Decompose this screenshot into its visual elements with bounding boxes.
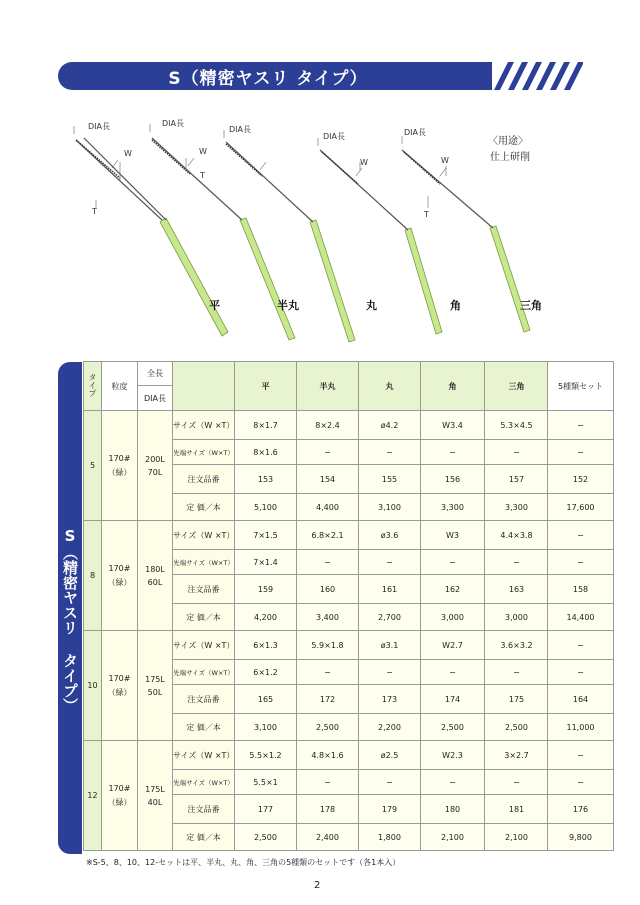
value-cell: − (421, 550, 485, 575)
value-cell: 7×1.4 (235, 550, 297, 575)
value-cell: W3 (421, 521, 485, 550)
value-cell: 179 (359, 795, 421, 824)
value-cell: 174 (421, 685, 485, 714)
length-cell (138, 521, 173, 631)
value-cell: ø2.5 (359, 741, 421, 770)
t-label: T (424, 210, 429, 219)
value-cell: 1,800 (359, 824, 421, 851)
value-cell: 159 (235, 575, 297, 604)
value-cell: 2,400 (297, 824, 359, 851)
value-cell: 2,100 (485, 824, 549, 851)
shape-name-flat: 平 (209, 299, 220, 312)
grit-color: （緑） (107, 687, 132, 697)
total-length: 200L (145, 454, 165, 464)
value-cell: 4,400 (297, 494, 359, 521)
usage-text: 仕上研削 (490, 152, 530, 163)
t-label: T (200, 171, 205, 180)
header-shape: 半丸 (297, 362, 359, 411)
set-value-cell: − (548, 550, 614, 575)
set-value-cell: 164 (548, 685, 614, 714)
set-row (548, 465, 614, 494)
value-cell: W2.3 (421, 741, 485, 770)
value-cell: 3,000 (485, 604, 549, 631)
set-row (548, 631, 614, 660)
set-value-cell: 176 (548, 795, 614, 824)
value-cell: − (359, 660, 421, 685)
header-shape: 丸 (359, 362, 421, 411)
value-cell: 5.3×4.5 (485, 411, 549, 440)
value-cell: 8×2.4 (297, 411, 359, 440)
table-row (84, 411, 549, 440)
grit-color: （緑） (107, 577, 132, 587)
dia-label: DIA長 (162, 119, 184, 128)
value-cell: 2,500 (421, 714, 485, 741)
w-label: W (441, 156, 449, 165)
footnote: ※S-5、8、10、12-セットは平、半丸、丸、角、三角の5種類のセットです（各1本入） (86, 858, 401, 867)
set-row (548, 550, 614, 575)
length-cell (138, 631, 173, 741)
value-cell: 3,300 (421, 494, 485, 521)
value-cell: 160 (297, 575, 359, 604)
value-cell: 154 (297, 465, 359, 494)
dimension-lines (74, 124, 446, 208)
value-cell: − (421, 440, 485, 465)
set-value-cell: − (548, 440, 614, 465)
side-tab (58, 362, 82, 854)
row-label: 注文品番 (173, 685, 235, 714)
row-label: 注文品番 (173, 575, 235, 604)
value-cell: − (359, 770, 421, 795)
set-value-cell: 9,800 (548, 824, 614, 851)
value-cell: 4.8×1.6 (297, 741, 359, 770)
set-row (548, 741, 614, 770)
value-cell: ø3.6 (359, 521, 421, 550)
grit-cell (102, 521, 138, 631)
value-cell: 7×1.5 (235, 521, 297, 550)
handles (160, 218, 530, 342)
value-cell: 155 (359, 465, 421, 494)
value-cell: 2,500 (235, 824, 297, 851)
value-cell: W3.4 (421, 411, 485, 440)
value-cell: − (485, 770, 549, 795)
value-cell: W2.7 (421, 631, 485, 660)
dia-label: DIA長 (404, 128, 426, 137)
header-type: タイプ (84, 362, 102, 411)
value-cell: 8×1.7 (235, 411, 297, 440)
value-cell: 6×1.3 (235, 631, 297, 660)
grit-value: 170# (108, 563, 131, 573)
set-table (547, 361, 614, 851)
value-cell: − (297, 440, 359, 465)
row-label: 定 価／本 (173, 714, 235, 741)
value-cell: 3,000 (421, 604, 485, 631)
value-cell: 3,300 (485, 494, 549, 521)
value-cell: − (421, 660, 485, 685)
header-dia-length: DIA長 (138, 386, 173, 411)
shape-name-triangle: 三角 (520, 299, 542, 312)
set-value-cell: 17,600 (548, 494, 614, 521)
value-cell: 165 (235, 685, 297, 714)
value-cell: ø3.1 (359, 631, 421, 660)
value-cell: 181 (485, 795, 549, 824)
header-blank (173, 362, 235, 411)
header-shape: 角 (421, 362, 485, 411)
set-row (548, 604, 614, 631)
set-row (548, 440, 614, 465)
value-cell: 2,200 (359, 714, 421, 741)
value-cell: ø4.2 (359, 411, 421, 440)
value-cell: 6.8×2.1 (297, 521, 359, 550)
set-value-cell: − (548, 770, 614, 795)
row-label: 先端サイズ（W×T） (173, 440, 235, 465)
set-value-cell: 158 (548, 575, 614, 604)
value-cell: − (421, 770, 485, 795)
set-row (548, 770, 614, 795)
header-set: 5種類セット (548, 362, 614, 411)
row-label: サイズ（W ×T） (173, 521, 235, 550)
row-label: サイズ（W ×T） (173, 631, 235, 660)
set-row (548, 714, 614, 741)
type-cell: 12 (84, 741, 102, 851)
set-value-cell: − (548, 521, 614, 550)
type-cell: 5 (84, 411, 102, 521)
header-grit: 粒度 (102, 362, 138, 411)
grit-color: （緑） (107, 467, 132, 477)
value-cell: 4,200 (235, 604, 297, 631)
set-value-cell: 152 (548, 465, 614, 494)
dia-length: 40L (147, 797, 163, 807)
grit-cell (102, 411, 138, 521)
dia-length: 50L (147, 687, 163, 697)
length-cell (138, 411, 173, 521)
set-value-cell: − (548, 631, 614, 660)
row-label: 先端サイズ（W×T） (173, 550, 235, 575)
grit-cell (102, 631, 138, 741)
side-tab-label: S（精密ヤスリ タイプ） (61, 527, 79, 713)
value-cell: 175 (485, 685, 549, 714)
value-cell: − (485, 660, 549, 685)
value-cell: 2,700 (359, 604, 421, 631)
row-label: 定 価／本 (173, 604, 235, 631)
set-row (548, 575, 614, 604)
set-value-cell: 14,400 (548, 604, 614, 631)
t-label: T (92, 207, 97, 216)
set-value-cell: 11,000 (548, 714, 614, 741)
grit-value: 170# (108, 783, 131, 793)
value-cell: − (485, 550, 549, 575)
value-cell: 163 (485, 575, 549, 604)
value-cell: 173 (359, 685, 421, 714)
value-cell: 2,500 (485, 714, 549, 741)
shape-name-round: 丸 (366, 299, 377, 312)
row-label: 先端サイズ（W×T） (173, 660, 235, 685)
dia-label: DIA長 (323, 132, 345, 141)
type-cell: 10 (84, 631, 102, 741)
grit-cell (102, 741, 138, 851)
dia-label: DIA長 (88, 122, 110, 131)
row-label: 注文品番 (173, 795, 235, 824)
page-title: S（精密ヤスリ タイプ） (168, 69, 368, 89)
row-label: 注文品番 (173, 465, 235, 494)
value-cell: 162 (421, 575, 485, 604)
set-value-cell: − (548, 660, 614, 685)
value-cell: − (297, 550, 359, 575)
value-cell: 3,400 (297, 604, 359, 631)
value-cell: 178 (297, 795, 359, 824)
value-cell: 156 (421, 465, 485, 494)
grit-color: （緑） (107, 797, 132, 807)
value-cell: 4.4×3.8 (485, 521, 549, 550)
set-row (548, 494, 614, 521)
set-value-cell: − (548, 741, 614, 770)
file-bodies (76, 138, 493, 230)
length-cell (138, 741, 173, 851)
value-cell: 2,500 (297, 714, 359, 741)
value-cell: 3,100 (235, 714, 297, 741)
value-cell: 2,100 (421, 824, 485, 851)
value-cell: − (359, 440, 421, 465)
value-cell: 5.5×1 (235, 770, 297, 795)
usage-title: 〈用途〉 (488, 136, 528, 147)
total-length: 175L (145, 784, 165, 794)
w-label: W (124, 149, 132, 158)
value-cell: − (359, 550, 421, 575)
page-number: 2 (314, 880, 321, 891)
header-shape: 平 (235, 362, 297, 411)
row-label: 定 価／本 (173, 824, 235, 851)
set-value-cell: − (548, 411, 614, 440)
header-total-length: 全長 (138, 362, 173, 386)
row-label: サイズ（W ×T） (173, 411, 235, 440)
file-teeth (76, 140, 440, 184)
table-row (84, 631, 549, 660)
total-length: 175L (145, 674, 165, 684)
type-cell: 8 (84, 521, 102, 631)
set-row (548, 660, 614, 685)
grit-value: 170# (108, 453, 131, 463)
value-cell: 177 (235, 795, 297, 824)
value-cell: 3.6×3.2 (485, 631, 549, 660)
value-cell: 172 (297, 685, 359, 714)
value-cell: − (485, 440, 549, 465)
set-row (548, 685, 614, 714)
value-cell: 5.9×1.8 (297, 631, 359, 660)
set-row (548, 411, 614, 440)
value-cell: 3×2.7 (485, 741, 549, 770)
value-cell: − (297, 770, 359, 795)
table-row (84, 741, 549, 770)
value-cell: 153 (235, 465, 297, 494)
table-row (84, 521, 549, 550)
value-cell: 5,100 (235, 494, 297, 521)
w-label: W (360, 158, 368, 167)
header-shape: 三角 (485, 362, 549, 411)
dia-label: DIA長 (229, 125, 251, 134)
dia-length: 70L (147, 467, 163, 477)
grit-value: 170# (108, 673, 131, 683)
total-length: 180L (145, 564, 165, 574)
w-label: W (199, 147, 207, 156)
set-row (548, 521, 614, 550)
value-cell: 180 (421, 795, 485, 824)
value-cell: 6×1.2 (235, 660, 297, 685)
title-banner (58, 62, 583, 90)
value-cell: 3,100 (359, 494, 421, 521)
row-label: サイズ（W ×T） (173, 741, 235, 770)
shape-name-square: 角 (450, 299, 461, 312)
row-label: 先端サイズ（W×T） (173, 770, 235, 795)
dia-length: 60L (147, 577, 163, 587)
shape-name-half-round: 半丸 (277, 299, 299, 312)
value-cell: 161 (359, 575, 421, 604)
set-row (548, 824, 614, 851)
row-label: 定 価／本 (173, 494, 235, 521)
value-cell: − (297, 660, 359, 685)
spec-table (83, 361, 549, 851)
set-row (548, 795, 614, 824)
value-cell: 8×1.6 (235, 440, 297, 465)
value-cell: 5.5×1.2 (235, 741, 297, 770)
value-cell: 157 (485, 465, 549, 494)
